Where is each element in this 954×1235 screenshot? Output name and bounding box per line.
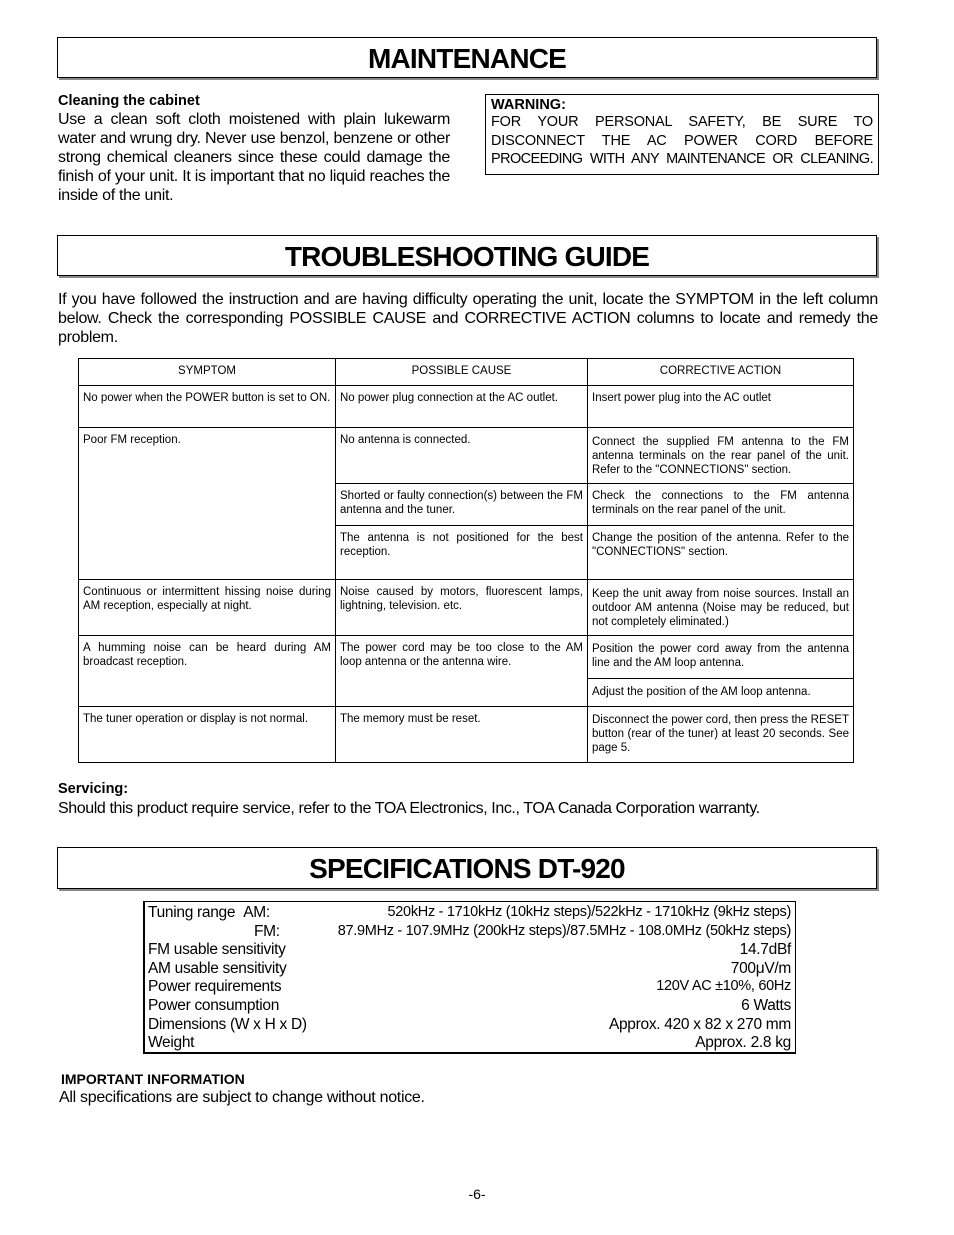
spec-label: Power requirements [148,978,282,995]
intro-line: If you have followed the instruction and are having difficulty operating the unit, locate the SYMPTOM in the left column [58,291,878,308]
spec-value: 87.9MHz - 107.9MHz (200kHz steps)/87.5MHz - 108.0MHz (50kHz steps) [337,923,791,939]
cause-cell: No power plug connection at the AC outlet. [336,386,588,428]
action-cell: Adjust the position of the AM loop antenna. [588,679,854,707]
spec-label: Power consumption [148,997,280,1014]
spec-row [148,1015,791,1034]
table-row [79,580,854,636]
cause-cell: The memory must be reset. [336,707,588,763]
important-info-heading: IMPORTANT INFORMATION [61,1071,245,1087]
action-cell: Change the position of the antenna. Refer to the "CONNECTIONS" section. [588,526,854,580]
troubleshooting-table [78,358,854,763]
table-row [79,386,854,428]
spec-value: 520kHz - 1710kHz (10kHz steps)/522kHz - 1710kHz (9kHz steps) [387,904,791,920]
warning-line: DISCONNECT THE AC POWER CORD BEFORE [491,132,873,149]
fm-label: FM: [254,923,280,940]
spec-label [148,903,270,922]
spec-value: 120V AC ±10%, 60Hz [656,978,791,994]
spec-label: FM usable sensitivity [148,941,286,958]
troubleshooting-intro [58,290,878,347]
symptom-cell: Continuous or intermittent hissing noise during AM reception, especially at night. [79,580,336,636]
action-cell: Disconnect the power cord, then press the RESET button (rear of the tuner) at least 20 seconds. See page 5. [588,707,854,763]
intro-line: below. Check the corresponding POSSIBLE CAUSE and CORRECTIVE ACTION columns to locate and remedy the [58,310,878,327]
spec-row [148,940,791,959]
table-header-row [79,359,854,386]
maintenance-title: MAINTENANCE [367,43,567,74]
warning-text [491,113,873,169]
tuning-range-label: Tuning range [148,904,236,921]
symptom-cell: The tuner operation or display is not normal. [79,707,336,763]
symptom-cell: No power when the POWER button is set to ON. [79,386,336,428]
header-symptom: SYMPTOM [79,359,336,386]
important-info-text: All specifications are subject to change without notice. [59,1089,425,1106]
action-cell: Keep the unit away from noise sources. Install an outdoor AM antenna (Noise may be reduced, but not completely eliminated.) [588,580,854,636]
action-cell: Connect the supplied FM antenna to the FM antenna terminals on the rear panel of the unit. Refer to the "CONNECTIONS" section. [588,428,854,484]
spec-value: 700μV/m [730,960,791,977]
symptom-cell: A humming noise can be heard during AM broadcast reception. [79,636,336,707]
cleaning-text [58,110,450,205]
header-corrective-action: CORRECTIVE ACTION [588,359,854,386]
symptom-cell: Poor FM reception. [79,428,336,580]
troubleshooting-title-box [57,235,877,276]
cause-cell: Noise caused by motors, fluorescent lamps, lightning, television. etc. [336,580,588,636]
page-number: -6- [468,1186,486,1202]
spec-row [148,977,791,996]
spec-row [148,996,791,1015]
cause-cell: The antenna is not positioned for the best reception. [336,526,588,580]
table-row [79,428,854,484]
table-row [79,636,854,679]
warning-box [485,94,879,175]
spec-label: AM usable sensitivity [148,960,287,977]
cleaning-line: finish of your unit. It is important that no liquid reaches the [58,168,450,185]
troubleshooting-title: TROUBLESHOOTING GUIDE [284,241,650,272]
spec-value: Approx. 420 x 82 x 270 mm [608,1016,791,1033]
maintenance-title-box [57,37,877,78]
action-cell: Check the connections to the FM antenna terminals on the rear panel of the unit. [588,484,854,526]
spec-row [148,1033,791,1052]
servicing-heading: Servicing: [58,781,129,797]
spec-value: Approx. 2.8 kg [695,1034,791,1051]
warning-line: PROCEEDING WITH ANY MAINTENANCE OR CLEANING. [491,151,873,167]
action-cell: Insert power plug into the AC outlet [588,386,854,428]
specifications-table [143,901,796,1054]
spec-value: 14.7dBf [739,941,791,958]
spec-row [148,959,791,978]
action-cell: Position the power cord away from the antenna line and the AM loop antenna. [588,636,854,679]
cleaning-heading: Cleaning the cabinet [58,93,200,109]
spec-label: Weight [148,1034,195,1051]
warning-line: FOR YOUR PERSONAL SAFETY, BE SURE TO [491,114,873,130]
cleaning-line: strong chemical cleaners since these could damage the [58,149,450,166]
spec-row-tuning-am [148,903,791,922]
spec-row-tuning-fm [148,922,791,941]
cause-cell: Shorted or faulty connection(s) between the FM antenna and the tuner. [336,484,588,526]
cleaning-line: water and wrung dry. Never use benzol, benzene or other [58,130,450,147]
intro-line: problem. [58,329,118,346]
cleaning-line: inside of the unit. [58,187,174,204]
specifications-title: SPECIFICATIONS DT-920 [309,853,625,884]
header-possible-cause: POSSIBLE CAUSE [336,359,588,386]
cause-cell: The power cord may be too close to the AM loop antenna or the antenna wire. [336,636,588,707]
cause-cell: No antenna is connected. [336,428,588,484]
servicing-text: Should this product require service, refer to the TOA Electronics, Inc., TOA Canada Corporation warranty. [58,800,760,817]
cleaning-line: Use a clean soft cloth moistened with plain lukewarm [58,111,450,128]
table-row [79,707,854,763]
spec-label: Dimensions (W x H x D) [148,1016,307,1033]
am-label: AM: [243,904,270,921]
specifications-title-box [57,847,877,889]
spec-value: 6 Watts [741,997,791,1014]
warning-title: WARNING: [491,97,566,113]
